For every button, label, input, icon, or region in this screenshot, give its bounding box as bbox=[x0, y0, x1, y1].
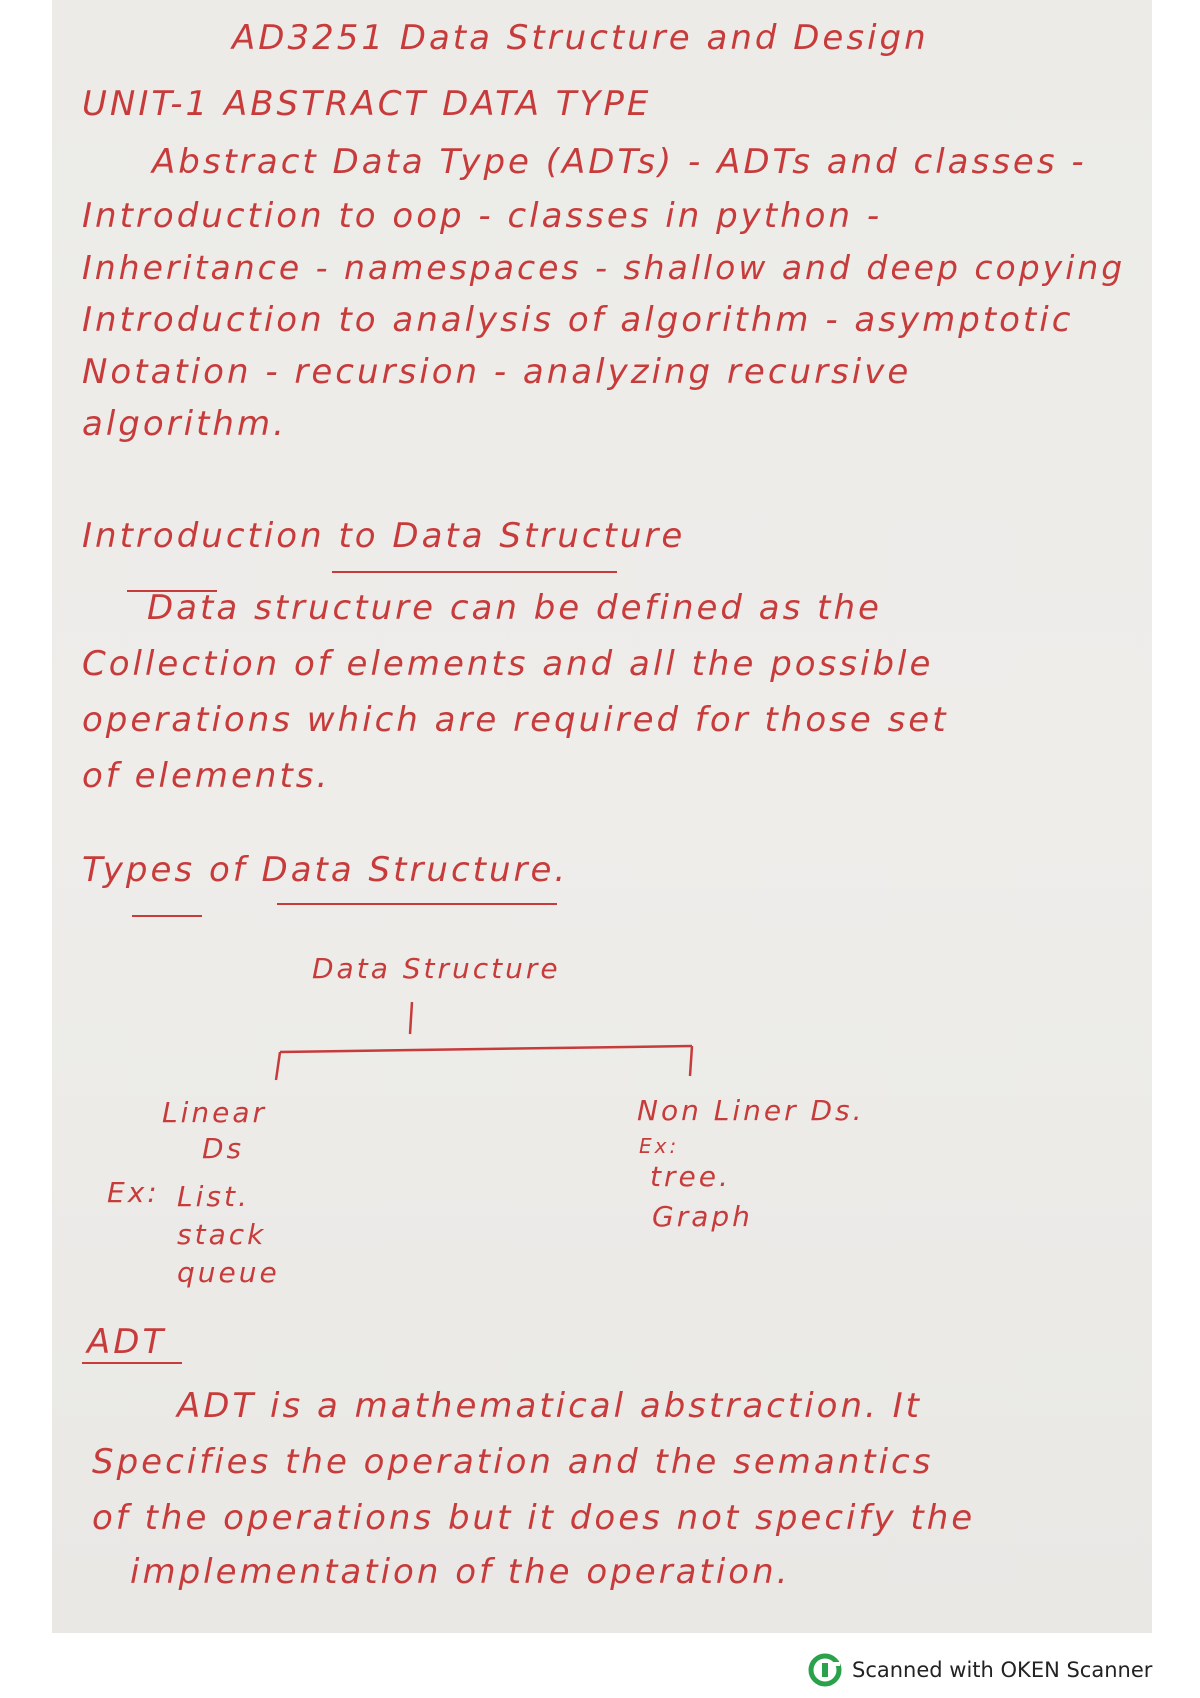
nonlinear-example: tree. bbox=[650, 1160, 731, 1193]
linear-example: stack bbox=[177, 1218, 267, 1251]
oken-scanner-logo-icon bbox=[808, 1653, 842, 1687]
intro-line: operations which are required for those set bbox=[82, 700, 949, 740]
adt-line: implementation of the operation. bbox=[130, 1552, 791, 1592]
syllabus-line: Introduction to analysis of algorithm - asymptotic bbox=[82, 300, 1074, 340]
syllabus-line: Inheritance - namespaces - shallow and deep copying bbox=[82, 248, 1126, 287]
unit-heading: UNIT-1 ABSTRACT DATA TYPE bbox=[82, 84, 652, 124]
intro-line: of elements. bbox=[82, 756, 331, 796]
scanned-notebook-page bbox=[52, 0, 1152, 1633]
syllabus-line: algorithm. bbox=[82, 404, 287, 444]
nonlinear-ds-label: Non Liner Ds. bbox=[637, 1094, 865, 1127]
linear-example: queue bbox=[177, 1256, 280, 1289]
linear-example: List. bbox=[177, 1180, 250, 1213]
heading-underline bbox=[82, 1362, 182, 1364]
linear-example-prefix: Ex: bbox=[107, 1176, 160, 1209]
nonlinear-example-prefix: Ex: bbox=[639, 1134, 680, 1158]
intro-heading: Introduction to Data Structure bbox=[82, 516, 686, 556]
adt-line: ADT is a mathematical abstraction. It bbox=[177, 1386, 922, 1426]
scanner-watermark bbox=[808, 1652, 1152, 1688]
linear-ds-label: Linear bbox=[162, 1096, 268, 1129]
intro-line: Data structure can be defined as the bbox=[147, 588, 882, 628]
adt-line: of the operations but it does not specify the bbox=[92, 1498, 976, 1538]
types-heading: Types of Data Structure. bbox=[82, 850, 569, 890]
adt-heading: ADT bbox=[87, 1322, 167, 1362]
linear-ds-label: Ds bbox=[202, 1132, 245, 1165]
adt-line: Specifies the operation and the semantics bbox=[92, 1442, 934, 1482]
diagram-root-label: Data Structure bbox=[312, 952, 561, 985]
intro-line: Collection of elements and all the possible bbox=[82, 644, 934, 684]
syllabus-line: Introduction to oop - classes in python - bbox=[82, 196, 883, 236]
page-title: AD3251 Data Structure and Design bbox=[232, 18, 929, 58]
scanner-watermark-text: Scanned with OKEN Scanner bbox=[852, 1658, 1153, 1682]
syllabus-line: Notation - recursion - analyzing recursive bbox=[82, 352, 912, 392]
nonlinear-example: Graph bbox=[652, 1200, 753, 1233]
syllabus-line: Abstract Data Type (ADTs) - ADTs and classes - bbox=[152, 142, 1087, 182]
